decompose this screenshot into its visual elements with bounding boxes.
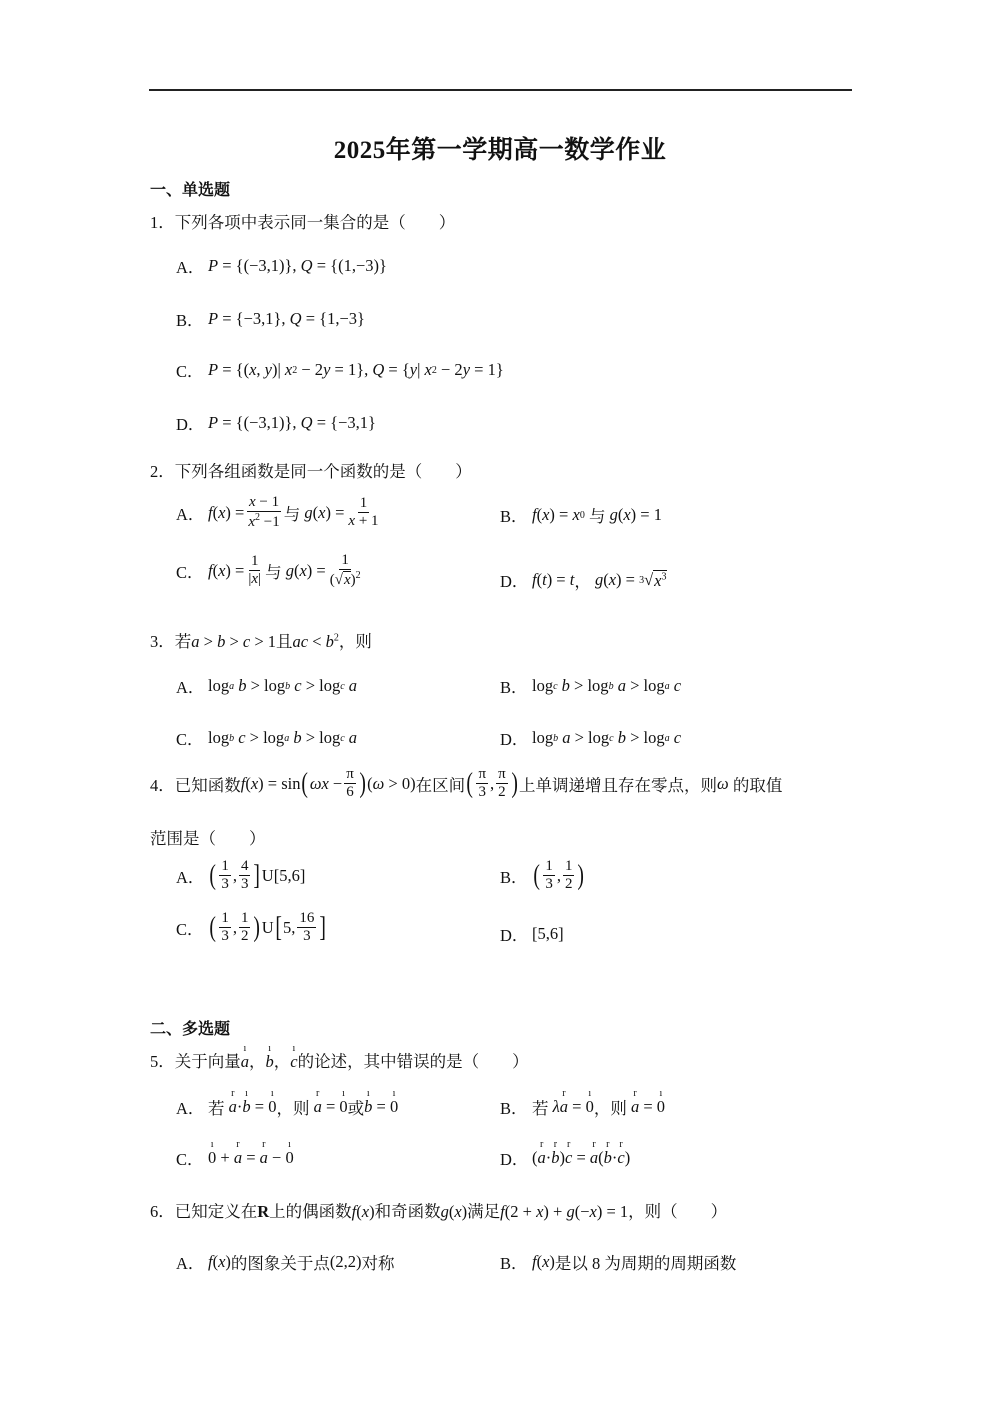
q1-option-b[interactable]: B． P = {−3,1}, Q = {1,−3} <box>176 309 365 330</box>
option-label: D． <box>500 730 529 749</box>
q2-option-d[interactable]: D． f ( t ) = t ， g ( x ) = 3 √ $x^3$ <box>500 570 667 591</box>
question-3-stem: 3．若a > b > c > 1且ac < $b^2$，则 <box>150 632 372 651</box>
option-label: B． <box>500 507 528 526</box>
question-text: 下列各组函数是同一个函数的是（ ） <box>174 462 472 481</box>
option-label: A． <box>176 1254 205 1273</box>
option-label: A． <box>176 258 205 277</box>
option-label: B． <box>176 311 204 330</box>
question-number: 3． <box>150 632 175 651</box>
question-6-stem: 6．已知定义在R上的偶函数f(x)和奇函数g(x)满足f(2 + x) + g(−x) = 1，则（ ） <box>150 1202 728 1221</box>
option-label: B． <box>500 1254 528 1273</box>
question-5-stem: 5．关于向量ı a，ı b，ı c的论述，其中错误的是（ ） <box>150 1048 529 1072</box>
question-number: 2． <box>150 462 175 481</box>
option-label: A． <box>176 678 205 697</box>
option-label: B． <box>500 1099 528 1118</box>
option-label: B． <box>500 867 528 887</box>
option-label: D． <box>500 1150 529 1169</box>
q4-option-c[interactable]: C． ( $\frac{1}{3}$ , $\frac{1}{2}$ ) U [ 5, $\frac{16}{3}$ ] <box>176 910 327 945</box>
q5-option-d[interactable]: D． ( r a · r b ) r c = r a ( r b · r c ) <box>500 1146 630 1170</box>
q2-option-b[interactable]: B． f ( x ) = x 0 与 g ( x ) = 1 <box>500 505 662 526</box>
option-label: C． <box>176 919 204 939</box>
section-heading-single-choice: 一、单选题 <box>150 180 231 199</box>
option-label: C． <box>176 362 204 381</box>
option-label: D． <box>500 572 529 591</box>
question-number: 4． <box>150 775 175 795</box>
q3-option-c[interactable]: C． log b c > log a b > log c a <box>176 728 358 749</box>
q2-option-c[interactable]: C． f ( x ) = $\frac{1}{|x|}$ 与 g ( x ) = $\frac{1}{(√x)^2}$ <box>176 552 361 589</box>
q1-option-d[interactable]: D． P = {(−3,1)}, Q = {−3,1} <box>176 413 376 434</box>
q4-option-a[interactable]: A． ( $\frac{1}{3}$ , $\frac{4}{3}$ ] U[5,6] <box>176 858 306 893</box>
option-label: A． <box>176 1099 205 1118</box>
option-label: C． <box>176 1150 204 1169</box>
question-number: 6． <box>150 1202 175 1221</box>
option-label: C． <box>176 730 204 749</box>
question-4-stem: 4． 已知函数 f ( x ) = sin ( ωx − $\frac{\pi}{6}$ ) ( ω > 0) 在区间 ( $\frac{\pi}{3}$ , $\frac{\pi}{2}$ ) 上单调递增且存在零点，则 ω 的取值 <box>150 766 783 801</box>
question-2-stem <box>150 458 472 482</box>
q5-option-a[interactable]: A． 若 r a · ı b = ı 0 ， 则 r a = ı 0 或 ı b = ı 0 <box>176 1095 398 1119</box>
question-number: 1． <box>150 213 175 232</box>
q1-option-a[interactable]: A． P = {(−3,1)}, Q = {(1,−3)} <box>176 256 387 277</box>
option-label: A． <box>176 504 205 524</box>
option-label: D． <box>500 926 529 945</box>
page-title: 2025年第一学期高一数学作业 <box>333 137 667 164</box>
option-label: C． <box>176 562 204 582</box>
question-4-stem-line2: 范围是（ ） <box>150 829 266 848</box>
q6-option-a[interactable]: A． f ( x ) 的图象关于点 (2,2) 对称 <box>176 1252 395 1273</box>
header-rule <box>149 89 852 91</box>
q2-option-a[interactable]: A． f ( x ) = $\frac{x - 1}{x^2 -1}$ 与 g ( x ) = $\frac{1}{x + 1}$ <box>176 494 379 531</box>
option-label: D． <box>176 415 205 434</box>
option-label: B． <box>500 678 528 697</box>
q1-option-c[interactable]: C． P = {( x , y )| x 2 − 2 y = 1}, Q = { y | x 2 − 2 y = 1} <box>176 360 504 381</box>
q3-option-d[interactable]: D． log b a > log c b > log a c <box>500 728 682 749</box>
q4-option-b[interactable]: B． ( $\frac{1}{3}$ , $\frac{1}{2}$ ) <box>500 858 585 893</box>
q6-option-b[interactable]: B． f ( x ) 是以 8 为周期的周期函数 <box>500 1252 737 1273</box>
option-label: A． <box>176 867 205 887</box>
question-1-stem <box>150 209 455 233</box>
q3-option-a[interactable]: A． log a b > log b c > log c a <box>176 676 358 697</box>
question-text: 下列各项中表示同一集合的是（ ） <box>174 213 456 232</box>
q4-option-d[interactable]: D． [5,6] <box>500 924 564 945</box>
section-heading-multiple-choice: 二、多选题 <box>150 1019 231 1038</box>
q3-option-b[interactable]: B． log c b > log b a > log a c <box>500 676 682 697</box>
option-math: P <box>208 256 219 275</box>
q5-option-b[interactable]: B． 若 λ r a = ı 0 ， 则 r a = ı 0 <box>500 1095 665 1119</box>
question-number: 5． <box>150 1052 175 1071</box>
q5-option-c[interactable]: C． ı 0 + r a = r a − ı 0 <box>176 1146 294 1170</box>
